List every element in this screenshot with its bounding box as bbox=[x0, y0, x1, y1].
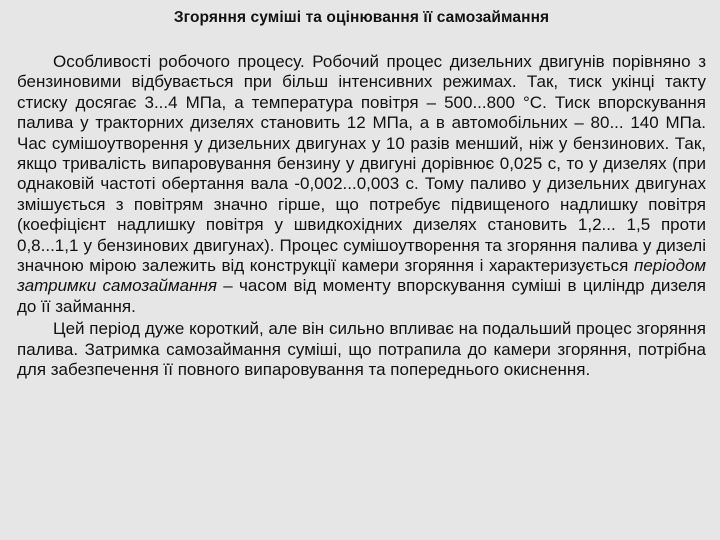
paragraph-2: Цей період дуже короткий, але він сильно впливає на подальший процес згоряння палива. Затримка самозаймання суміші, що потрапила до камери згоряння, потрібна для забезпечення її повного випаровування та попереднього окиснення. bbox=[17, 319, 706, 380]
paragraph-1-text: Особливості робочого процесу. Робочий процес дизельних двигунів порівняно з бензиновими відбувається при більш інтенсивних режимах. Так, тиск укінці такту стиску досягає 3...4 МПа, а температура повітря – 500...800 °С. Тиск впорскування палива у тракторних дизелях становить 12 МПа, а в автомобільних – 80... 140 МПа. Час сумішоутворення у дизельних двигунах у 10 разів менший, ніж у бензинових. Так, якщо тривалість випаровування бензину у двигуні дорівнює 0,025 с, то у дизелях (при однаковій частоті обертання вала -0,002...0,003 с. Тому паливо у дизельних двигунах змішується з повітрям значно гірше, що потребує підвищеного надлишку повітря (коефіцієнт надлишку повітря у швидкохідних дизелях становить 1,2... 1,5 проти 0,8...1,1 у бензинових двигунах). Процес сумішоутворення та згоряння палива у дизелі значною мірою залежить від конструкції камери згоряння і характеризується bbox=[17, 52, 706, 276]
term-ignition-delay: періодом затримки самозаймання bbox=[17, 256, 706, 296]
slide-title: Згоряння суміші та оцінювання її самозаймання bbox=[173, 9, 550, 26]
paragraph-1-definition: – часом від моменту впорскування суміші в циліндр дизеля до її займання. bbox=[17, 276, 706, 316]
paragraph-1 bbox=[17, 52, 706, 317]
